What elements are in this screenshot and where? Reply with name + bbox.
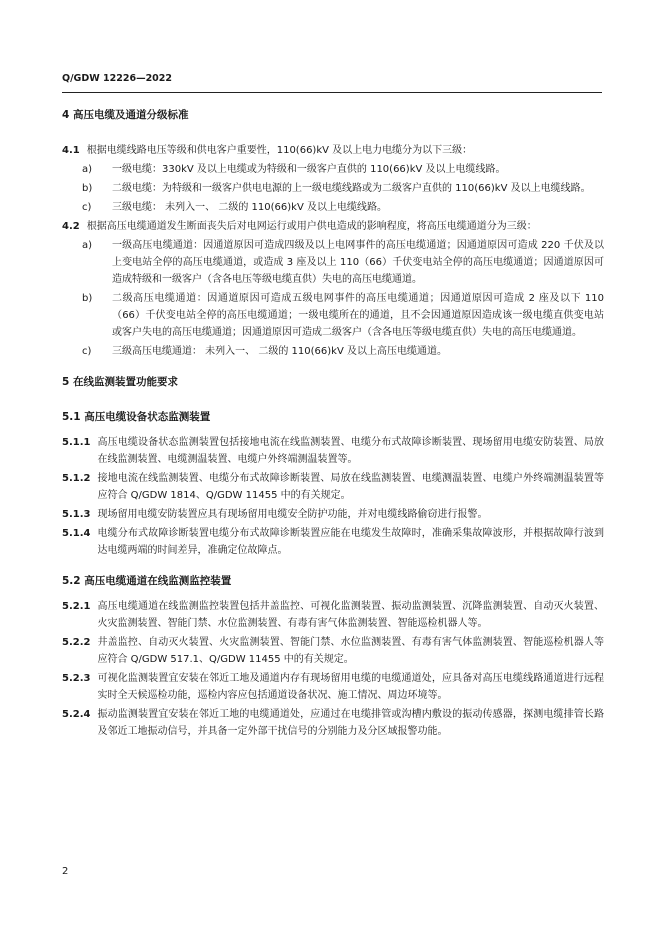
list-item [62, 290, 604, 341]
list-item [62, 180, 604, 197]
item-text: 二级电缆：为特级和一级客户供电电源的上一级电缆线路或为二级客户直供的 110(66)kV 及以上电缆线路。 [112, 183, 591, 194]
clause-5-2-2 [62, 634, 604, 668]
item-marker: b) [82, 293, 93, 304]
standard-code: Q/GDW 12226—2022 [62, 73, 173, 84]
section-5-2-title: 5.2 高压电缆通道在线监测监控装置 [62, 575, 232, 587]
clause-4-1 [62, 142, 604, 159]
item-text: 三级电缆： 未列入一、 二级的 110(66)kV 及以上电缆线路。 [112, 202, 387, 213]
item-text: 三级高压电缆通道： 未列入一、 二级的 110(66)kV 及以上高压电缆通道。 [112, 346, 447, 357]
item-marker: b) [82, 183, 93, 194]
list-item [62, 343, 604, 360]
clause-text: 根据高压电缆通道发生断面丧失后对电网运行或用户供电造成的影响程度，将高压电缆通道分为三级： [86, 221, 537, 232]
clause-number: 5.1.2 [62, 473, 91, 484]
clause-5-1-3 [62, 506, 604, 523]
clause-number: 5.1.1 [62, 437, 91, 448]
clause-5-1-2 [62, 470, 604, 504]
clause-5-2-3 [62, 670, 604, 704]
clause-text: 可视化监测装置宜安装在邻近工地及通道内存有现场留用电缆的电缆通道处，应具备对高压电缆线路通道进行远程实时全天候巡检功能，巡检内容应包括通道设备状况、施工情况、周边环境等。 [97, 673, 604, 701]
clause-number: 5.2.3 [62, 673, 91, 684]
page-number: 2 [62, 866, 69, 877]
clause-text: 井盖监控、自动灭火装置、火灾监测装置、智能门禁、水位监测装置、有毒有害气体监测装置、智能巡检机器人等应符合 Q/GDW 517.1、Q/GDW 11455 中的有关规定。 [97, 637, 604, 665]
spacer [62, 362, 604, 374]
item-marker: a) [82, 240, 93, 251]
clause-5-1-1 [62, 434, 604, 468]
clause-number: 4.2 [62, 221, 80, 232]
document-body [62, 107, 604, 742]
clause-number: 5.1.3 [62, 509, 91, 520]
section-5-1-title: 5.1 高压电缆设备状态监测装置 [62, 411, 211, 423]
item-marker: a) [82, 164, 93, 175]
spacer [62, 561, 604, 573]
clause-number: 5.1.4 [62, 528, 91, 539]
clause-5-2-1 [62, 598, 604, 632]
clause-text: 高压电缆设备状态监测装置包括接地电流在线监测装置、电缆分布式故障诊断装置、现场留用电缆安防装置、局放在线监测装置、电缆测温装置、电缆户外终端测温装置等。 [97, 437, 604, 465]
clause-5-1-4 [62, 525, 604, 559]
list-item [62, 199, 604, 216]
list-item [62, 161, 604, 178]
clause-number: 5.2.1 [62, 601, 91, 612]
section-5-title: 5 在线监测装置功能要求 [62, 376, 178, 388]
clause-text: 电缆分布式故障诊断装置电缆分布式故障诊断装置应能在电缆发生故障时，准确采集故障波形，并根据故障行波到达电缆两端的时间差异，准确定位故障点。 [97, 528, 604, 556]
clause-text: 根据电缆线路电压等级和供电客户重要性，110(66)kV 及以上电力电缆分为以下三级： [86, 145, 473, 156]
clause-4-2 [62, 218, 604, 235]
clause-number: 5.2.2 [62, 637, 91, 648]
clause-text: 现场留用电缆安防装置应具有现场留用电缆安全防护功能，并对电缆线路偷窃进行报警。 [97, 509, 488, 520]
clause-text: 振动监测装置宜安装在邻近工地的电缆通道处，应通过在电缆排管或沟槽内敷设的振动传感器，探测电缆排管长路及邻近工地振动信号，并具备一定外部干扰信号的分别能力及分区域报警功能。 [97, 709, 604, 737]
section-4-title: 4 高压电缆及通道分级标准 [62, 109, 189, 121]
item-text: 一级高压电缆通道：因通道原因可造成四级及以上电网事件的高压电缆通道；因通道原因可造成 220 千伏及以上变电站全停的高压电缆通道，或造成 3 座及以上 110（66）千伏变电站全停的高压电缆通道；因通道原因可造成特级和一级客户（含各电压等级电缆直供）失电的高压电缆通道。 [112, 240, 604, 285]
clause-number: 5.2.4 [62, 709, 91, 720]
header-rule [62, 92, 602, 93]
clause-number: 4.1 [62, 145, 80, 156]
item-marker: c) [82, 346, 92, 357]
list-item [62, 237, 604, 288]
item-text: 一级电缆：330kV 及以上电缆或为特级和一级客户直供的 110(66)kV 及以上电缆线路。 [112, 164, 506, 175]
clause-text: 高压电缆通道在线监测监控装置包括井盖监控、可视化监测装置、振动监测装置、沉降监测装置、自动灭火装置、火灾监测装置、智能门禁、水位监测装置、有毒有害气体监测装置、智能巡检机器人等。 [97, 601, 604, 629]
clause-text: 接地电流在线监测装置、电缆分布式故障诊断装置、局放在线监测装置、电缆测温装置、电缆户外终端测温装置等应符合 Q/GDW 1814、Q/GDW 11455 中的有关规定。 [97, 473, 604, 501]
item-marker: c) [82, 202, 92, 213]
clause-5-2-4 [62, 706, 604, 740]
item-text: 二级高压电缆通道：因通道原因可造成五级电网事件的高压电缆通道；因通道原因可造成 2 座及以下 110（66）千伏变电站全停的高压电缆通道；一级电缆所在的通道，且不会因通道原因造成该一级电缆直供变电站或客户失电的高压电缆通道；因通道原因可造成二级客户（含各电压等级电缆直供）失电的高压电缆通道。 [112, 293, 604, 338]
